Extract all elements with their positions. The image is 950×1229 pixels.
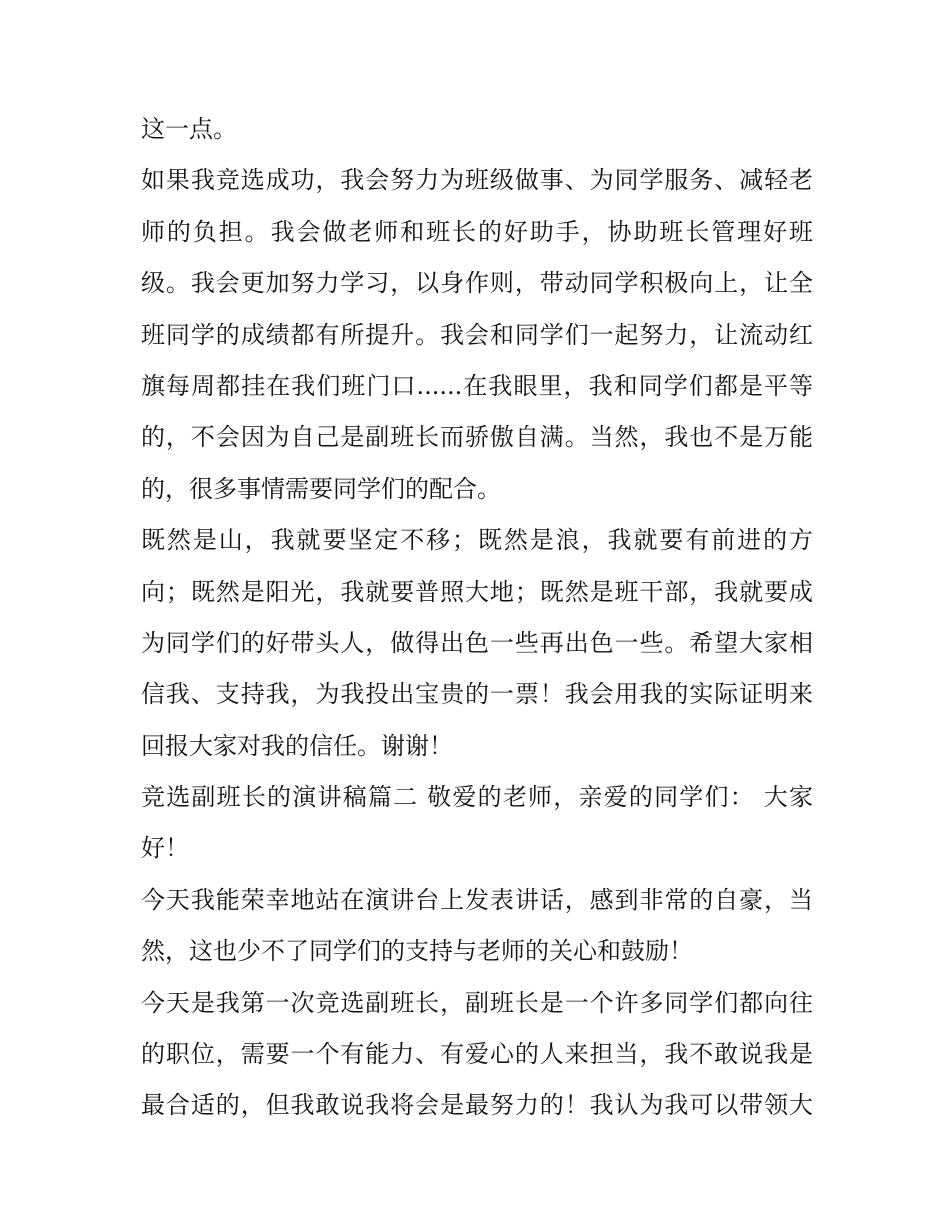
text-line: 这一点。 bbox=[141, 115, 237, 143]
text-line: 级。我会更加努力学习，以身作则，带动同学积极向上，让全 bbox=[141, 269, 813, 298]
text-line: 的，不会因为自己是副班长而骄傲自满。当然，我也不是万能 bbox=[141, 423, 813, 452]
text-line: 然，这也少不了同学们的支持与老师的关心和鼓励！ bbox=[141, 937, 693, 966]
text-line: 好！ bbox=[141, 834, 189, 863]
text-line: 今天我能荣幸地站在演讲台上发表讲话，感到非常的自豪，当 bbox=[141, 885, 813, 914]
text-line: 竞选副班长的演讲稿篇二 敬爱的老师，亲爱的同学们： 大家 bbox=[141, 783, 813, 812]
text-line: 回报大家对我的信任。谢谢！ bbox=[141, 731, 453, 760]
text-line: 的职位，需要一个有能力、有爱心的人来担当，我不敢说我是 bbox=[141, 1040, 813, 1069]
text-line: 师的负担。我会做老师和班长的好助手，协助班长管理好班 bbox=[141, 217, 813, 246]
document-body bbox=[141, 104, 813, 1132]
text-line: 如果我竞选成功，我会努力为班级做事、为同学服务、减轻老 bbox=[141, 166, 813, 195]
text-line: 最合适的，但我敢说我将会是最努力的！我认为我可以带领大 bbox=[141, 1091, 813, 1120]
text-line: 向；既然是阳光，我就要普照大地；既然是班干部，我就要成 bbox=[141, 577, 813, 606]
text-line: 信我、支持我，为我投出宝贵的一票！我会用我的实际证明来 bbox=[141, 680, 813, 709]
text-line: 今天是我第一次竞选副班长，副班长是一个许多同学们都向往 bbox=[141, 988, 813, 1017]
text-line: 为同学们的好带头人，做得出色一些再出色一些。希望大家相 bbox=[141, 628, 813, 657]
text-line: 旗每周都挂在我们班门口......在我眼里，我和同学们都是平等 bbox=[141, 371, 813, 400]
text-line: 既然是山，我就要坚定不移；既然是浪，我就要有前进的方 bbox=[141, 526, 813, 555]
text-line: 班同学的成绩都有所提升。我会和同学们一起努力，让流动红 bbox=[141, 320, 813, 349]
text-line: 的，很多事情需要同学们的配合。 bbox=[141, 474, 501, 503]
